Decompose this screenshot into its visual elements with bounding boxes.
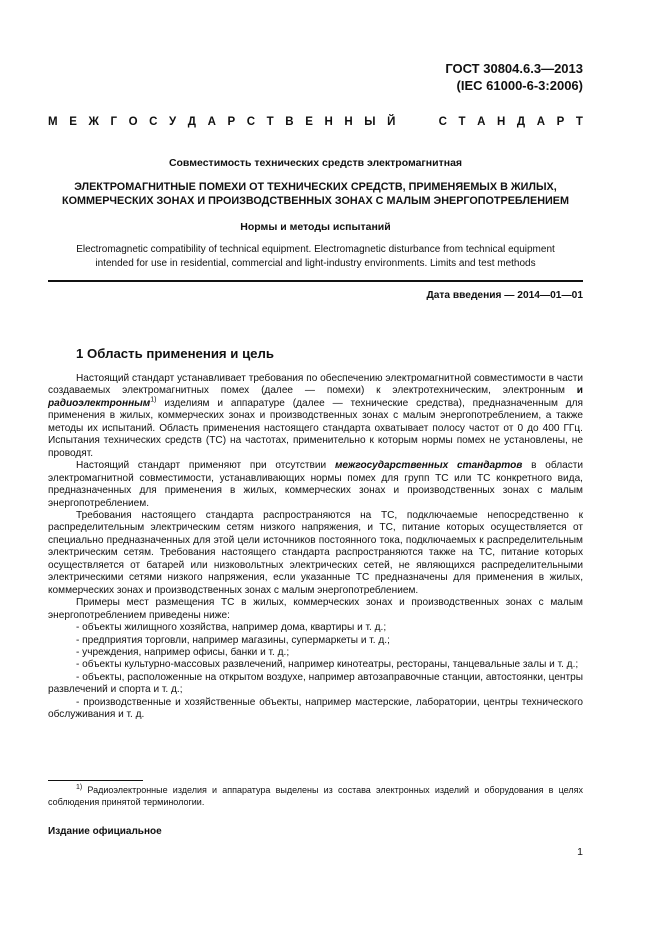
list-item: - объекты жилищного хозяйства, например дома, квартиры и т. д.; <box>76 622 387 634</box>
italic-term-radioelectronic: радиоэлектронным <box>48 397 151 409</box>
list-item: - производственные и хозяйственные объекты, например мастерские, лаборатории, центры технического обслуживания и т. д. <box>48 696 583 721</box>
standard-type-letter: Т <box>266 116 274 128</box>
standard-type-letter: М <box>48 116 58 128</box>
paragraph-4: Примеры мест размещения ТС в жилых, коммерческих зонах и производственных зонах с малым энергопотреблением приведены ниже: <box>48 597 583 621</box>
list-item: - объекты, расположенные на открытом воздухе, например автозаправочные станции, автостоянки, центры развлечений и спорта и т. д.; <box>48 671 583 696</box>
standard-type-letter: С <box>438 116 447 128</box>
standard-type-letter: С <box>149 116 158 128</box>
title-divider <box>48 280 583 282</box>
standard-type-letter: Ж <box>88 116 99 128</box>
footnote-divider <box>48 780 143 781</box>
standard-type-letter: Р <box>556 116 565 128</box>
italic-term-interstate: межгосударственных стандартов <box>334 460 523 472</box>
standard-type-letter: У <box>169 116 177 128</box>
section-body <box>48 373 583 722</box>
standard-type-letter: Д <box>516 116 526 128</box>
standard-type-letter: Т <box>458 116 466 128</box>
standard-type-letter: В <box>285 116 294 128</box>
standard-type-letter: А <box>536 116 546 128</box>
footnote-reference: 1) <box>150 396 157 404</box>
section-heading: 1 Область применения и цель <box>76 346 274 361</box>
standard-number-block <box>445 60 583 94</box>
footnote-text: Радиоэлектронные изделия и аппаратура выделены из состава электронных изделий и оборудования в целях соблюдения принятой терминологии. <box>48 785 583 807</box>
standard-type-letter: Н <box>344 116 353 128</box>
standard-type-letter: Н <box>324 116 333 128</box>
standard-type-letter: Н <box>497 116 506 128</box>
standard-type-letter: Й <box>387 116 396 128</box>
official-edition-label: Издание официальное <box>48 826 162 837</box>
footnote-mark: 1) <box>76 784 83 791</box>
standard-type-letter: Е <box>305 116 313 128</box>
bold-and: и <box>576 385 583 397</box>
standard-type-letter: С <box>246 116 256 128</box>
document-title <box>48 180 583 208</box>
english-title <box>48 243 583 271</box>
standard-type-letter: Р <box>227 116 236 128</box>
list-item: - объекты культурно-массовых развлечений, например кинотеатры, рестораны, танцевальные залы и т. д.; <box>76 659 579 671</box>
standard-type-letter: Т <box>575 116 583 128</box>
footnote <box>48 784 583 808</box>
introduction-date: Дата введения — 2014—01—01 <box>426 290 583 301</box>
standard-type-letter: О <box>128 116 138 128</box>
document-subtitle: Совместимость технических средств электромагнитная <box>168 157 463 169</box>
standard-type-letter: А <box>477 116 486 128</box>
standard-number: ГОСТ 30804.6.3—2013 <box>445 61 583 76</box>
paragraph-3: Требования настоящего стандарта распространяются на ТС, подключаемые непосредственно к распределительным электрическим сетям низкого напряжения, и ТС, питание которых осуществляется от специально предназначенных для этой цели источников постоянного тока, подключаемых к распределительным электрическим сетям. Требования настоящего стандарта распространяются также на ТС, питание которых осуществляется от батарей или низковольтных электрических сетей, не являющихся распределительными электрическими сетями низкого напряжения, если указанные ТС предназначены для применения в жилых, коммерческих зонах и производственных зонах с малым энергопотреблением. <box>48 509 583 596</box>
list-item: - учреждения, например офисы, банки и т. д.; <box>76 646 290 658</box>
standard-type-heading <box>48 116 583 128</box>
paragraph-2: Настоящий стандарт применяют при отсутствии межгосударственных стандартов в области электромагнитной совместимости, устанавливающих нормы помех для групп ТС или ТС конкретного вида, предназначенных для применения в жилых, коммерческих зонах и производственных зонах с малым энергопотреблением. <box>48 460 584 509</box>
english-title-line-2: intended for use in residential, commercial and light-industry environments. Limits and test methods <box>95 258 536 269</box>
standard-type-letter: Ы <box>364 116 376 128</box>
list-item: - предприятия торговли, например магазины, супермаркеты и т. д.; <box>76 634 390 646</box>
standard-type-letter: Е <box>69 116 77 128</box>
title-line-2: КОММЕРЧЕСКИХ ЗОНАХ И ПРОИЗВОДСТВЕННЫХ ЗОНАХ С МАЛЫМ ЭНЕРГОПОТРЕБЛЕНИЕМ <box>62 195 569 207</box>
english-title-line-1: Electromagnetic compatibility of technical equipment. Electromagnetic disturbance from technical equipment <box>76 244 555 255</box>
title-line-1: ЭЛЕКТРОМАГНИТНЫЕ ПОМЕХИ ОТ ТЕХНИЧЕСКИХ СРЕДСТВ, ПРИМЕНЯЕМЫХ В ЖИЛЫХ, <box>74 181 557 193</box>
standard-type-letter: Д <box>187 116 196 128</box>
standard-type-letter: А <box>207 116 216 128</box>
standard-type-letter: Г <box>110 116 117 128</box>
norms-subtitle: Нормы и методы испытаний <box>240 221 391 233</box>
examples-list <box>48 622 583 722</box>
page-number: 1 <box>577 846 583 858</box>
paragraph-1: Настоящий стандарт устанавливает требования по обеспечению электромагнитной совместимости в части создаваемых электромагнитных помех (далее — помехи) к электротехническим, электронным и радиоэлектронным$^{1)}$ изделиям и аппаратуре (далее — технические средства), предназначенным для применения в жилых, коммерческих зонах и производственных зонах с малым энергопотреблением, а также методы их испытаний. Область применения настоящего стандарта охватывает полосу частот от 0 до 400 ГГц. Испытания технических средств (ТС) на частотах, применительно к которым нормы помех не установлены, не проводят. <box>48 373 583 459</box>
word-gap <box>407 116 427 128</box>
iec-number: (IEC 61000-6-3:2006) <box>456 78 583 93</box>
